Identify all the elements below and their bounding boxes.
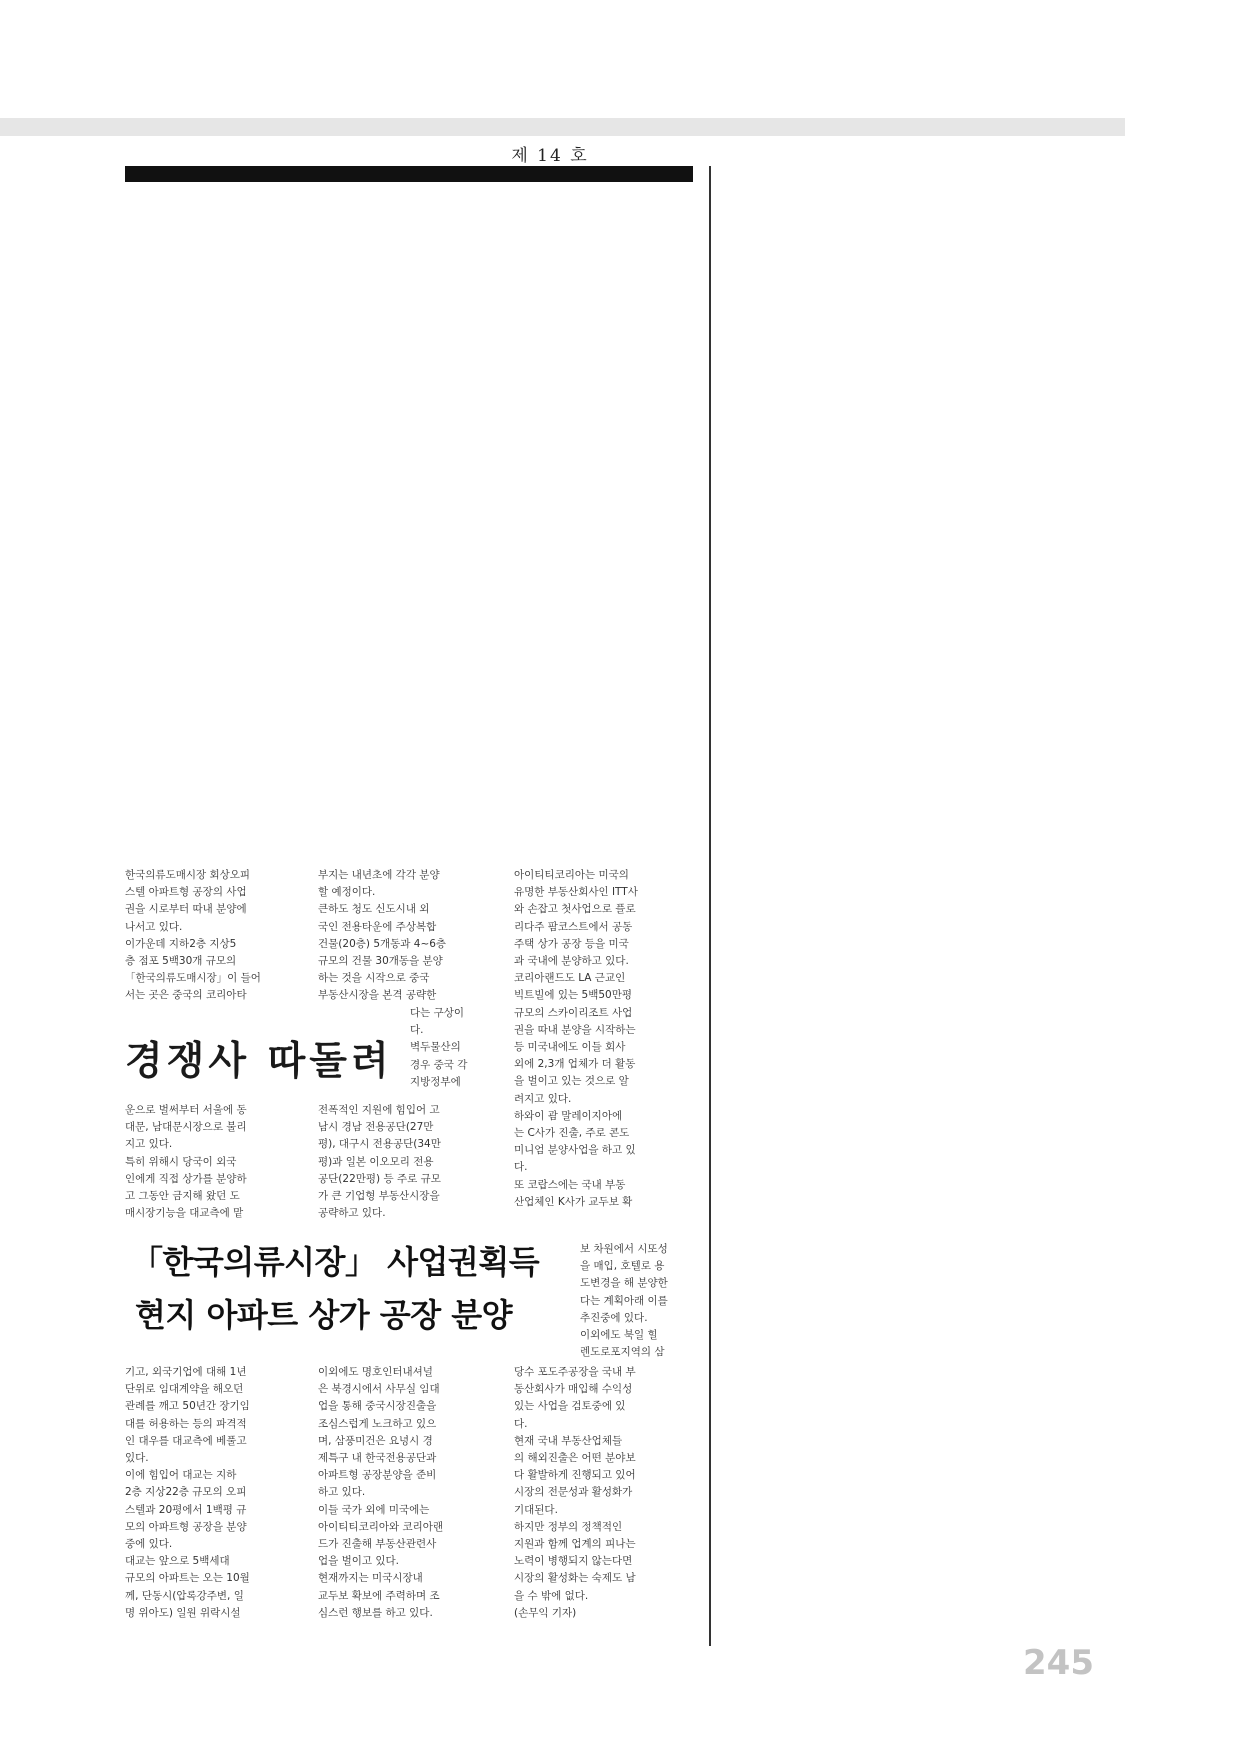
column-2-middle (318, 1102, 493, 1222)
text-line: 관례를 깨고 50년간 장기임 (125, 1400, 250, 1413)
text-line: 도변경을 해 분양한 (580, 1277, 668, 1290)
sub-headline: 경쟁사 따돌려 (125, 1038, 393, 1084)
text-line: 께, 단동시(압록강주변, 일 (125, 1589, 244, 1602)
text-line: 중에 있다. (125, 1538, 173, 1551)
text-line: 아파트형 공장분양을 준비 (318, 1469, 437, 1482)
text-line: 기고, 외국기업에 대해 1년 (125, 1366, 247, 1378)
text-line: 을 수 밖에 없다. (514, 1589, 589, 1602)
text-line: 산업체인 K사가 교두보 확 (514, 1195, 633, 1208)
text-line: 고 그동안 금지해 왔던 도 (125, 1190, 240, 1203)
text-line: 한국의류도매시장 회상오피 (125, 869, 251, 881)
text-line: 층 점포 5백30개 규모의 (125, 955, 237, 968)
top-gray-band (0, 118, 1125, 136)
text-line: 대를 허용하는 등의 파격적 (125, 1417, 247, 1430)
text-line: 또 코랍스에는 국내 부동 (514, 1178, 626, 1191)
text-line: 「한국의류도매시장」이 들어 (125, 972, 261, 985)
column-3-bottom (514, 1364, 692, 1622)
text-line: 주택 상가 공장 등을 미국 (514, 937, 629, 950)
text-line: 명 위아도) 일원 위락시설 (125, 1606, 241, 1619)
text-line: 을 벌이고 있는 것으로 알 (514, 1075, 629, 1088)
text-line: 국인 전용타운에 주상복합 (318, 920, 437, 933)
text-line: 서는 곳은 중국의 코리아타 (125, 989, 247, 1002)
text-line: 하는 것을 시작으로 중국 (318, 972, 430, 985)
text-line: 규모의 스카이리조트 사업 (514, 1006, 633, 1019)
text-line: 경우 중국 각 (410, 1058, 468, 1071)
text-line: 인 대우를 대교측에 베풀고 (125, 1434, 247, 1447)
text-line: 규모의 건물 30개동을 분양 (318, 955, 443, 968)
text-line: 동산회사가 매입해 수익성 (514, 1383, 633, 1396)
text-line: 교두보 확보에 주력하며 조 (318, 1589, 440, 1602)
main-headline: 「한국의류시장」 사업권획득 (131, 1243, 540, 1281)
text-line: 기대된다. (514, 1503, 558, 1516)
text-line: 외에 2,3개 업체가 더 활동 (514, 1058, 636, 1071)
column-3-top (514, 867, 692, 1211)
text-line: 업을 통해 중국시장진출을 (318, 1400, 437, 1413)
text-line: 모의 아파트형 공장을 분양 (125, 1520, 247, 1533)
text-line: 공단(22만평) 등 주로 규모 (318, 1172, 441, 1185)
text-line: 스텔 아파트형 공장의 사업 (125, 886, 247, 899)
text-line: 평)과 일본 이오모리 전용 (318, 1155, 434, 1168)
column-2-bottom (318, 1364, 493, 1622)
text-line: 보 차원에서 시또성 (580, 1243, 668, 1255)
text-line: 권을 시로부터 따내 분양에 (125, 903, 247, 916)
text-line: 이들 국가 외에 미국에는 (318, 1503, 430, 1516)
newspaper-clipping (125, 166, 711, 1646)
text-line: 아이티티코리아와 코리아랜 (318, 1520, 444, 1533)
text-line: 려지고 있다. (514, 1092, 572, 1105)
column-2-top (318, 867, 493, 1005)
text-line: 있는 사업을 검토중에 있 (514, 1400, 626, 1413)
text-line: 시장의 활성화는 숙제도 남 (514, 1572, 636, 1585)
column-1-bottom (125, 1364, 300, 1622)
text-line: 의 해외진출은 어떤 분야보 (514, 1452, 636, 1465)
text-line: 매시장기능을 대교측에 맡 (125, 1207, 244, 1220)
text-line: 운으로 벌써부터 서울에 동 (125, 1104, 247, 1116)
text-line: 와 손잡고 첫사업으로 플로 (514, 903, 636, 916)
text-line: 노력이 병행되지 않는다면 (514, 1555, 633, 1568)
text-line: 제특구 내 한국전용공단과 (318, 1452, 437, 1465)
text-line: 심스런 행보를 하고 있다. (318, 1606, 433, 1619)
text-line: 코리아랜드도 LA 근교인 (514, 972, 626, 985)
text-line: 권을 따내 분양을 시작하는 (514, 1023, 636, 1036)
text-line: 남시 경남 전용공단(27만 (318, 1121, 434, 1134)
text-line: 전폭적인 지원에 힘입어 고 (318, 1104, 440, 1116)
text-line: 다는 계획아래 이를 (580, 1294, 668, 1307)
text-line: 드가 진출해 부동산관련사 (318, 1538, 437, 1551)
column-1-middle (125, 1102, 300, 1222)
page-number: 245 (1023, 1643, 1094, 1683)
text-line: 대문, 남대문시장으로 불리 (125, 1121, 247, 1134)
text-line: 평), 대구시 전용공단(34만 (318, 1138, 441, 1151)
text-line: 은 북경시에서 사무실 임대 (318, 1383, 440, 1396)
text-line: 빅트빌에 있는 5백50만평 (514, 989, 633, 1002)
text-line: 부동산시장을 본격 공략한 (318, 989, 437, 1002)
text-line: 미니엄 분양사업을 하고 있 (514, 1144, 636, 1157)
text-line: 이외에도 명호인터내셔널 (318, 1366, 433, 1378)
column-3-short (580, 1241, 692, 1361)
text-line: 이가운데 지하2층 지상5 (125, 937, 237, 950)
text-line: 공략하고 있다. (318, 1207, 386, 1220)
text-line: 당수 포도주공장을 국내 부 (514, 1366, 636, 1378)
text-line: 지방정부에 (410, 1075, 461, 1088)
text-line: 추진중에 있다. (580, 1311, 648, 1324)
text-line: 벽두물산의 (410, 1041, 461, 1054)
text-line: 스텔과 20평에서 1백평 규 (125, 1503, 247, 1516)
text-line: 아이티티코리아는 미국의 (514, 869, 629, 881)
text-line: 지원과 함께 업계의 피나는 (514, 1538, 636, 1551)
text-line: 업을 벌이고 있다. (318, 1555, 400, 1568)
text-line: 렌도로포지역의 삼 (580, 1346, 665, 1359)
text-line: 건물(20층) 5개동과 4~6층 (318, 937, 447, 950)
text-line: 할 예정이다. (318, 886, 376, 899)
text-line: 다. (410, 1024, 424, 1037)
clipping-top-rule (125, 166, 693, 182)
text-line: 대교는 앞으로 5백세대 (125, 1555, 230, 1568)
text-line: 이외에도 북일 힐 (580, 1329, 658, 1342)
text-line: 가 큰 기업형 부동산시장을 (318, 1190, 440, 1203)
issue-label: 제 14 호 (511, 146, 589, 166)
text-line: 있다. (125, 1452, 149, 1465)
text-line: 현재 국내 부동산업체들 (514, 1434, 623, 1447)
text-line: 큰하도 청도 신도시내 외 (318, 903, 430, 916)
text-line: 는 C사가 진출, 주로 콘도 (514, 1127, 630, 1140)
text-line: 특히 위해시 당국이 외국 (125, 1155, 237, 1168)
text-line: 인에게 직접 상가를 분양하 (125, 1172, 247, 1185)
text-line: 이에 힘입어 대교는 지하 (125, 1469, 237, 1482)
column-2-short (410, 1005, 500, 1091)
text-line: 등 미국내에도 이들 회사 (514, 1041, 626, 1054)
byline: (손무익 기자) (514, 1606, 577, 1619)
text-line: 조심스럽게 노크하고 있으 (318, 1417, 437, 1430)
text-line: 시장의 전문성과 활성화가 (514, 1486, 633, 1499)
second-headline: 현지 아파트 상가 공장 분양 (135, 1296, 513, 1334)
column-1-top (125, 867, 300, 1005)
text-line: 을 매입, 호텔로 용 (580, 1260, 665, 1273)
text-line: 과 국내에 분양하고 있다. (514, 955, 629, 968)
text-line: 지고 있다. (125, 1138, 173, 1151)
text-line: 하와이 괌 말레이지아에 (514, 1109, 623, 1122)
text-line: 다 활발하게 진행되고 있어 (514, 1469, 636, 1482)
text-line: 단위로 임대계약을 해오던 (125, 1383, 244, 1396)
text-line: 하지만 정부의 정책적인 (514, 1520, 623, 1533)
text-line: 하고 있다. (318, 1486, 366, 1499)
text-line: 부지는 내년초에 각각 분양 (318, 869, 440, 881)
text-line: 2층 지상22층 규모의 오피 (125, 1486, 247, 1499)
text-line: 다. (514, 1161, 528, 1174)
text-line: 현재까지는 미국시장내 (318, 1572, 423, 1585)
text-line: 나서고 있다. (125, 920, 183, 933)
text-line: 다는 구상이 (410, 1007, 465, 1019)
text-line: 다. (514, 1417, 528, 1430)
text-line: 유명한 부동산회사인 ITT사 (514, 886, 638, 899)
text-line: 리다주 팜코스트에서 공동 (514, 920, 633, 933)
text-line: 며, 삼풍미건은 요녕시 경 (318, 1434, 433, 1447)
text-line: 규모의 아파트는 오는 10월 (125, 1572, 250, 1585)
